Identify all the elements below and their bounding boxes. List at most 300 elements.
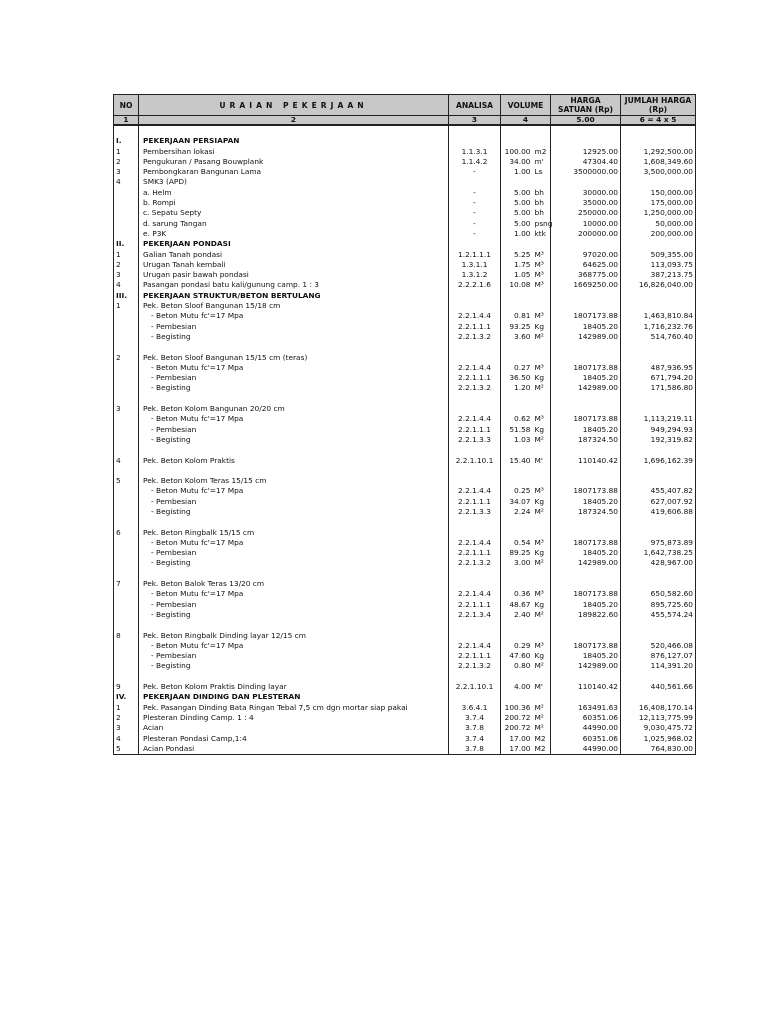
row-unit (534, 301, 551, 311)
table-row (114, 147, 696, 157)
row-volume: 1.00 (501, 167, 534, 177)
row-unit: bh (534, 208, 551, 218)
row-unit (534, 394, 551, 404)
row-analisa: - (449, 229, 501, 239)
row-jumlah-harga (621, 692, 696, 702)
row-harga-satuan: 35000.00 (551, 198, 621, 208)
row-jumlah-harga: 520,466.08 (621, 641, 696, 651)
row-harga-satuan: 60351.06 (551, 734, 621, 744)
row-jumlah-harga (621, 291, 696, 301)
row-unit: Kg (534, 548, 551, 558)
header-volume: VOLUME (501, 95, 551, 116)
row-uraian: - Begisting (139, 558, 449, 568)
row-harga-satuan: 30000.00 (551, 188, 621, 198)
row-harga-satuan: 163491.63 (551, 703, 621, 713)
spacer-row (114, 620, 696, 630)
header-no: NO (114, 95, 139, 116)
row-unit (534, 125, 551, 136)
header-jumlah-harga: JUMLAH HARGA (Rp) (621, 95, 696, 116)
row-uraian: Pek. Pasangan Dinding Bata Ringan Tebal 7,5 cm dgn mortar siap pakai (139, 703, 449, 713)
row-uraian: Pek. Beton Ringbalk Dinding layar 12/15 cm (139, 631, 449, 641)
row-volume: 5.25 (501, 250, 534, 260)
row-no (114, 311, 139, 321)
row-uraian: Pek. Beton Kolom Praktis (139, 456, 449, 466)
row-no (114, 589, 139, 599)
row-no (114, 600, 139, 610)
row-unit (534, 177, 551, 187)
row-harga-satuan: 18405.20 (551, 425, 621, 435)
row-analisa: 2.2.1.4.4 (449, 538, 501, 548)
table-row (114, 311, 696, 321)
row-jumlah-harga: 1,716,232.76 (621, 322, 696, 332)
row-no (114, 610, 139, 620)
row-uraian: Galian Tanah pondasi (139, 250, 449, 260)
row-volume (501, 528, 534, 538)
row-harga-satuan: 18405.20 (551, 373, 621, 383)
row-volume: 2.24 (501, 507, 534, 517)
row-unit: M³ (534, 538, 551, 548)
row-uraian: - Begisting (139, 610, 449, 620)
row-analisa: 1.3.1.2 (449, 270, 501, 280)
row-jumlah-harga (621, 466, 696, 476)
section-row (114, 291, 696, 301)
row-jumlah-harga: 419,606.88 (621, 507, 696, 517)
row-uraian: b. Rompi (139, 198, 449, 208)
row-no: III. (114, 291, 139, 301)
row-harga-satuan: 44990.00 (551, 744, 621, 755)
row-unit: M³ (534, 414, 551, 424)
table-row (114, 198, 696, 208)
table-row (114, 538, 696, 548)
row-jumlah-harga: 671,794.20 (621, 373, 696, 383)
row-uraian (139, 394, 449, 404)
row-harga-satuan: 18405.20 (551, 600, 621, 610)
row-volume (501, 125, 534, 136)
row-jumlah-harga: 487,936.95 (621, 363, 696, 373)
row-unit: M² (534, 661, 551, 671)
row-uraian (139, 466, 449, 476)
header-analisa: ANALISA (449, 95, 501, 116)
row-volume (501, 692, 534, 702)
row-unit (534, 517, 551, 527)
table-row (114, 404, 696, 414)
row-uraian: - Pembesian (139, 651, 449, 661)
row-analisa: 2.2.2.1.6 (449, 280, 501, 290)
row-volume (501, 291, 534, 301)
row-harga-satuan (551, 476, 621, 486)
table-row (114, 682, 696, 692)
row-unit: M² (534, 713, 551, 723)
row-uraian: PEKERJAAN PONDASI (139, 239, 449, 249)
row-unit: psng (534, 218, 553, 228)
row-jumlah-harga: 1,696,162.39 (621, 456, 696, 466)
table-row (114, 260, 696, 270)
row-unit: M³ (534, 641, 551, 651)
row-jumlah-harga: 650,582.60 (621, 589, 696, 599)
row-unit: M³ (534, 270, 551, 280)
row-harga-satuan (551, 301, 621, 311)
row-analisa (449, 342, 501, 352)
row-volume: 200.72 (501, 723, 534, 733)
row-uraian: Urugan Tanah kembali (139, 260, 449, 270)
row-analisa: 1.1.3.1 (449, 147, 501, 157)
table-row (114, 301, 696, 311)
row-harga-satuan: 1807173.88 (551, 589, 621, 599)
row-volume (501, 342, 534, 352)
table-row (114, 177, 696, 187)
table-row (114, 600, 696, 610)
row-uraian: Pasangan pondasi batu kali/gunung camp. 1 : 3 (139, 280, 449, 290)
row-uraian: Pek. Beton Sloof Bangunan 15/18 cm (139, 301, 449, 311)
row-jumlah-harga (621, 517, 696, 527)
row-volume: 48.67 (501, 600, 534, 610)
row-harga-satuan (551, 672, 621, 682)
row-uraian: Pek. Beton Ringbalk 15/15 cm (139, 528, 449, 538)
row-analisa (449, 528, 501, 538)
row-volume: 0.54 (501, 538, 534, 548)
row-jumlah-harga: 876,127.07 (621, 651, 696, 661)
row-unit: M³ (534, 250, 551, 260)
row-unit: M2 (534, 744, 551, 755)
row-volume: 5.00 (501, 188, 534, 198)
row-jumlah-harga (621, 528, 696, 538)
row-unit (534, 620, 551, 630)
row-uraian: - Beton Mutu fc'=17 Mpa (139, 363, 449, 373)
row-jumlah-harga: 9,030,475.72 (621, 723, 696, 733)
table-row (114, 229, 696, 239)
row-analisa: - (449, 208, 501, 218)
row-volume: 89.25 (501, 548, 534, 558)
row-no (114, 188, 139, 198)
row-no: I. (114, 136, 139, 146)
row-volume: 51.58 (501, 425, 534, 435)
row-volume: 0.81 (501, 311, 534, 321)
row-no (114, 548, 139, 558)
row-jumlah-harga: 12,113,775.99 (621, 713, 696, 723)
row-jumlah-harga: 440,561.66 (621, 682, 696, 692)
row-uraian (139, 620, 449, 630)
row-unit: M' (534, 456, 551, 466)
table-row (114, 661, 696, 671)
row-volume: 1.05 (501, 270, 534, 280)
row-volume: 93.25 (501, 322, 534, 332)
row-jumlah-harga: 1,250,000.00 (621, 208, 696, 218)
row-no (114, 466, 139, 476)
row-harga-satuan: 1807173.88 (551, 414, 621, 424)
row-harga-satuan: 97020.00 (551, 250, 621, 260)
table-row (114, 332, 696, 342)
row-no (114, 394, 139, 404)
row-unit: Kg (534, 651, 551, 661)
row-jumlah-harga: 764,830.00 (621, 744, 696, 755)
table-row (114, 589, 696, 599)
table-row (114, 425, 696, 435)
row-no: 3 (114, 404, 139, 414)
row-no: 1 (114, 703, 139, 713)
row-uraian: Pek. Beton Kolom Praktis Dinding layar (139, 682, 449, 692)
row-analisa (449, 394, 501, 404)
row-analisa: 3.7.8 (449, 744, 501, 755)
row-jumlah-harga (621, 353, 696, 363)
row-jumlah-harga: 3,500,000.00 (621, 167, 696, 177)
row-analisa: 2.2.1.1.1 (449, 548, 501, 558)
row-harga-satuan (551, 353, 621, 363)
row-unit: Kg (534, 322, 551, 332)
row-uraian: - Beton Mutu fc'=17 Mpa (139, 311, 449, 321)
row-analisa: 1.3.1.1 (449, 260, 501, 270)
row-uraian (139, 125, 449, 136)
row-analisa: 1.1.4.2 (449, 157, 501, 167)
row-analisa (449, 672, 501, 682)
row-harga-satuan (551, 517, 621, 527)
row-harga-satuan (551, 177, 621, 187)
row-uraian: Pembongkaran Bangunan Lama (139, 167, 449, 177)
row-analisa: 2.2.1.4.4 (449, 589, 501, 599)
row-volume: 1.75 (501, 260, 534, 270)
row-no (114, 641, 139, 651)
row-analisa: 2.2.1.1.1 (449, 497, 501, 507)
row-no (114, 651, 139, 661)
row-no (114, 558, 139, 568)
row-volume (501, 394, 534, 404)
row-analisa: 2.2.1.4.4 (449, 414, 501, 424)
row-harga-satuan (551, 692, 621, 702)
row-harga-satuan: 1807173.88 (551, 311, 621, 321)
row-analisa: 2.2.1.3.2 (449, 558, 501, 568)
row-jumlah-harga (621, 394, 696, 404)
row-harga-satuan (551, 136, 621, 146)
row-volume: 1.20 (501, 383, 534, 393)
row-uraian: Urugan pasir bawah pondasi (139, 270, 449, 280)
row-harga-satuan: 1807173.88 (551, 486, 621, 496)
row-volume: 0.80 (501, 661, 534, 671)
row-no: 2 (114, 260, 139, 270)
table-row (114, 157, 696, 167)
row-no (114, 569, 139, 579)
spacer-row (114, 125, 696, 136)
row-no: 2 (114, 713, 139, 723)
row-harga-satuan (551, 291, 621, 301)
row-analisa: 3.6.4.1 (449, 703, 501, 713)
row-analisa: 2.2.1.3.3 (449, 435, 501, 445)
row-no: 1 (114, 250, 139, 260)
row-unit: M² (534, 723, 551, 733)
row-unit (534, 353, 551, 363)
row-no (114, 425, 139, 435)
row-volume (501, 136, 534, 146)
row-unit: M³ (534, 486, 551, 496)
row-jumlah-harga: 514,760.40 (621, 332, 696, 342)
section-row (114, 692, 696, 702)
row-harga-satuan: 10000.00 (551, 219, 621, 229)
row-harga-satuan: 110140.42 (551, 456, 621, 466)
row-harga-satuan: 18405.20 (551, 497, 621, 507)
row-unit: Ls (534, 167, 551, 177)
row-jumlah-harga (621, 136, 696, 146)
row-jumlah-harga: 200,000.00 (621, 229, 696, 239)
row-uraian: Pembersihan lokasi (139, 147, 449, 157)
row-no (114, 322, 139, 332)
row-no: 4 (114, 734, 139, 744)
row-unit: M2 (534, 734, 551, 744)
row-harga-satuan: 187324.50 (551, 507, 621, 517)
row-analisa (449, 301, 501, 311)
row-no: 9 (114, 682, 139, 692)
row-uraian (139, 672, 449, 682)
row-no: 3 (114, 167, 139, 177)
row-jumlah-harga (621, 404, 696, 414)
table-row (114, 250, 696, 260)
row-uraian: Pek. Beton Kolom Teras 15/15 cm (139, 476, 449, 486)
table-row (114, 373, 696, 383)
row-volume (501, 466, 534, 476)
row-analisa (449, 579, 501, 589)
row-analisa: 3.7.4 (449, 713, 501, 723)
spacer-row (114, 466, 696, 476)
row-unit: bh (534, 198, 551, 208)
row-jumlah-harga: 50,000.00 (621, 219, 696, 229)
row-uraian: - Beton Mutu fc'=17 Mpa (139, 486, 449, 496)
header-num-uraian: 2 (139, 116, 449, 126)
row-uraian: Acian (139, 723, 449, 733)
row-uraian: - Begisting (139, 435, 449, 445)
header-num-jumlah-harga: 6 = 4 x 5 (621, 116, 696, 126)
row-unit (534, 569, 551, 579)
row-uraian: Pek. Beton Sloof Bangunan 15/15 cm (teras) (139, 353, 449, 363)
row-jumlah-harga: 171,586.80 (621, 383, 696, 393)
row-no (114, 435, 139, 445)
row-harga-satuan: 142989.00 (551, 383, 621, 393)
spacer-row (114, 394, 696, 404)
row-analisa: 2.2.1.1.1 (449, 425, 501, 435)
row-analisa: 2.2.1.4.4 (449, 363, 501, 373)
row-analisa (449, 476, 501, 486)
row-no: 8 (114, 631, 139, 641)
row-no (114, 507, 139, 517)
row-unit: M² (534, 435, 551, 445)
table-row (114, 208, 696, 218)
row-volume (501, 476, 534, 486)
row-uraian: PEKERJAAN DINDING DAN PLESTERAN (139, 692, 449, 702)
row-unit (534, 672, 551, 682)
row-uraian: - Beton Mutu fc'=17 Mpa (139, 538, 449, 548)
row-no: 3 (114, 723, 139, 733)
row-uraian (139, 569, 449, 579)
row-no (114, 620, 139, 630)
row-analisa (449, 517, 501, 527)
row-jumlah-harga (621, 569, 696, 579)
row-volume (501, 353, 534, 363)
header-harga-satuan: HARGA SATUAN (Rp) (551, 95, 621, 116)
row-unit (534, 528, 551, 538)
row-unit: bh (534, 188, 551, 198)
row-harga-satuan (551, 404, 621, 414)
row-volume (501, 445, 534, 455)
row-analisa: 2.2.1.4.4 (449, 641, 501, 651)
row-unit: M² (534, 507, 551, 517)
row-volume (501, 672, 534, 682)
table-row (114, 280, 696, 290)
row-unit: M² (534, 558, 551, 568)
row-jumlah-harga: 113,093.75 (621, 260, 696, 270)
row-analisa: 2.2.1.4.4 (449, 486, 501, 496)
row-volume: 15.40 (501, 456, 534, 466)
row-uraian: d. sarung Tangan (139, 219, 449, 229)
row-unit: M² (534, 383, 551, 393)
row-harga-satuan (551, 125, 621, 136)
row-volume: 5.00 (501, 208, 534, 218)
table-row (114, 507, 696, 517)
row-harga-satuan (551, 528, 621, 538)
table-row (114, 353, 696, 363)
row-unit (534, 631, 551, 641)
row-uraian: - Beton Mutu fc'=17 Mpa (139, 641, 449, 651)
row-unit: M² (534, 332, 551, 342)
row-no: 1 (114, 147, 139, 157)
row-no: 1 (114, 301, 139, 311)
row-uraian: - Pembesian (139, 322, 449, 332)
row-unit (534, 445, 551, 455)
row-jumlah-harga: 428,967.00 (621, 558, 696, 568)
row-jumlah-harga: 192,319.82 (621, 435, 696, 445)
row-volume: 0.62 (501, 414, 534, 424)
row-harga-satuan: 18405.20 (551, 548, 621, 558)
row-analisa (449, 466, 501, 476)
row-analisa (449, 125, 501, 136)
row-no (114, 219, 139, 229)
row-analisa: 2.2.1.1.1 (449, 322, 501, 332)
row-uraian: PEKERJAAN PERSIAPAN (139, 136, 449, 146)
row-harga-satuan (551, 394, 621, 404)
row-unit (534, 466, 551, 476)
row-uraian: PEKERJAAN STRUKTUR/BETON BERTULANG (139, 291, 449, 301)
row-volume (501, 239, 534, 249)
table-header (114, 95, 696, 126)
row-harga-satuan: 142989.00 (551, 661, 621, 671)
row-uraian: e. P3K (139, 229, 449, 239)
row-no: 5 (114, 744, 139, 755)
row-no: 4 (114, 280, 139, 290)
row-jumlah-harga: 975,873.89 (621, 538, 696, 548)
row-analisa: 2.2.1.1.1 (449, 651, 501, 661)
row-unit: M³ (534, 363, 551, 373)
row-jumlah-harga: 949,294.93 (621, 425, 696, 435)
row-jumlah-harga: 1,642,738.25 (621, 548, 696, 558)
header-num-analisa: 3 (449, 116, 501, 126)
row-volume: 34.07 (501, 497, 534, 507)
row-uraian: a. Helm (139, 188, 449, 198)
row-harga-satuan: 3500000.00 (551, 167, 621, 177)
row-no: 5 (114, 476, 139, 486)
row-analisa: 2.2.1.1.1 (449, 600, 501, 610)
row-harga-satuan: 250000.00 (551, 208, 621, 218)
row-jumlah-harga: 16,408,170.14 (621, 703, 696, 713)
row-harga-satuan: 368775.00 (551, 270, 621, 280)
table-row (114, 188, 696, 198)
table-row (114, 322, 696, 332)
row-jumlah-harga: 455,574.24 (621, 610, 696, 620)
table-row (114, 641, 696, 651)
row-volume: 100.36 (501, 703, 534, 713)
row-unit: M³ (534, 260, 551, 270)
row-jumlah-harga (621, 620, 696, 630)
row-analisa: - (449, 198, 501, 208)
row-volume: 3.00 (501, 558, 534, 568)
row-harga-satuan: 47304.40 (551, 157, 621, 167)
row-analisa (449, 620, 501, 630)
row-volume: 100.00 (501, 147, 534, 157)
row-volume: 5.00 (501, 219, 534, 229)
